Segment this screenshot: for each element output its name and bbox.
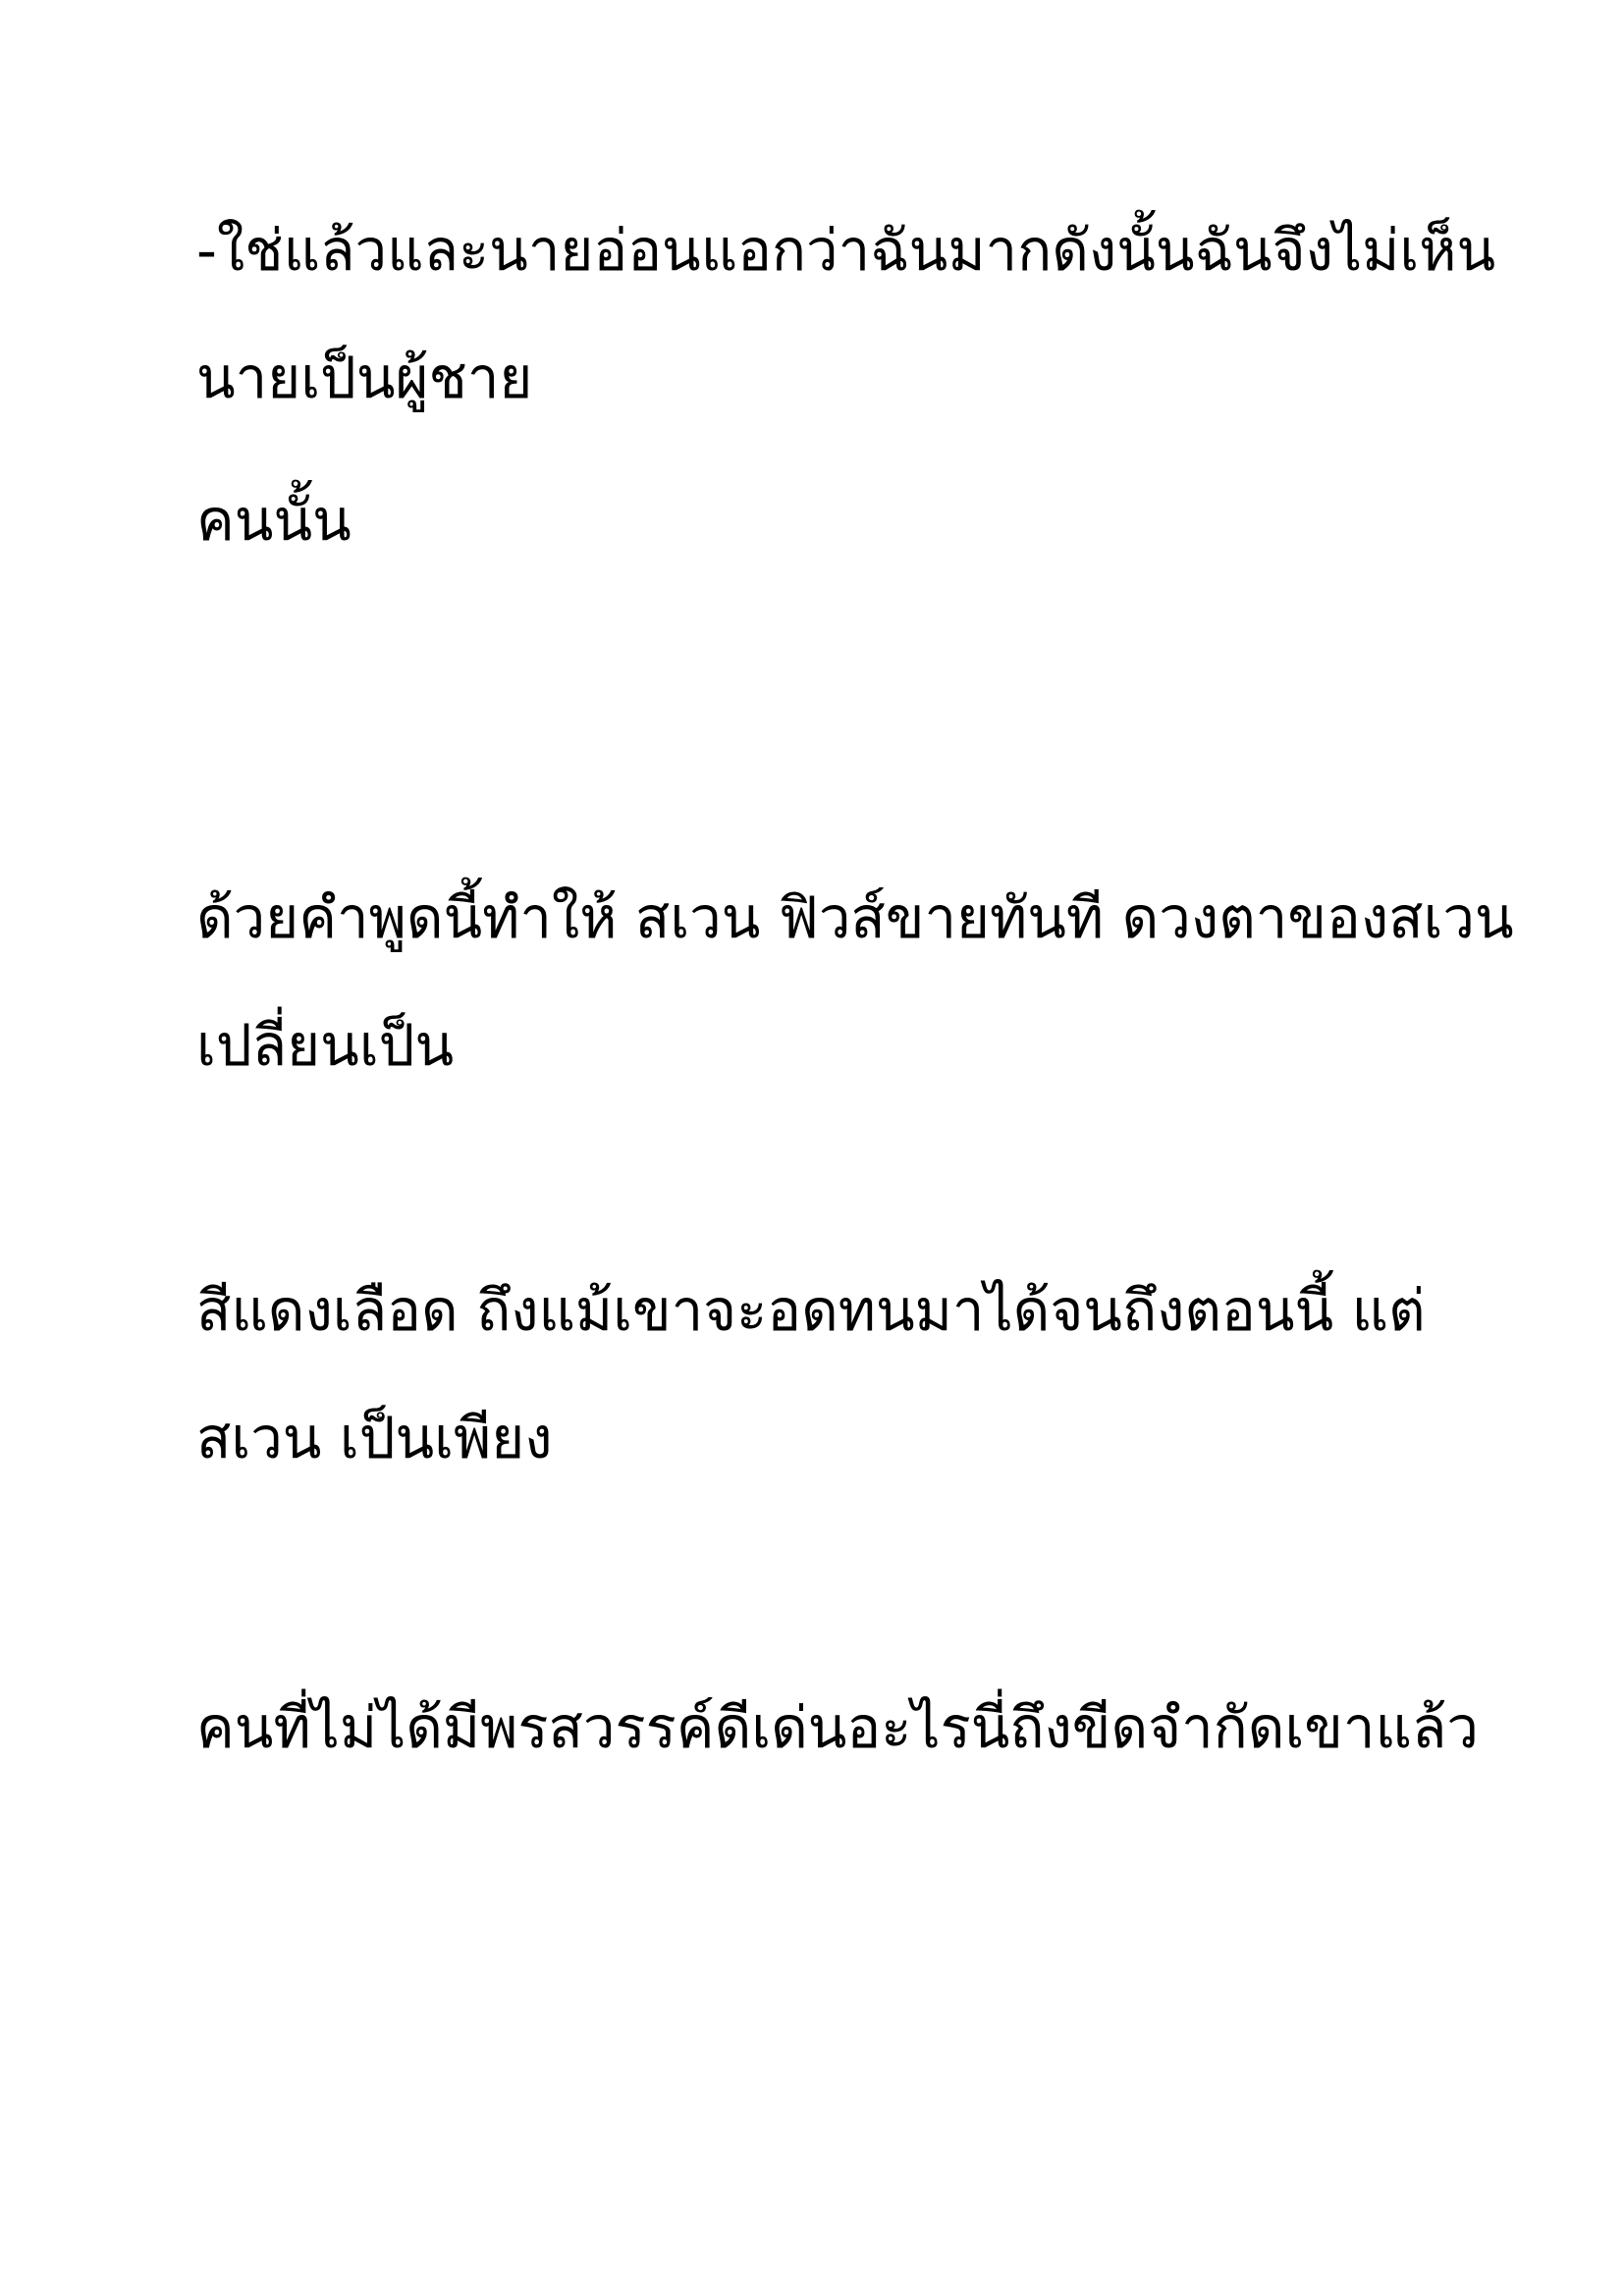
paragraph-1-line-2: นายเป็นผู้ชาย: [196, 345, 533, 411]
paragraph-3-line-1: สีแดงเลือด ถึงแม้เขาจะอดทนมาได้จนถึงตอนนี้ แต่: [196, 1277, 1426, 1344]
paragraph-4-line-1: คนที่ไม่ได้มีพรสวรรค์ดีเด่นอะไรนี่ถึงขีดจำกัดเขาแล้ว: [196, 1694, 1479, 1761]
paragraph-1-line-1: -ใช่แล้วและนายอ่อนแอกว่าฉันมากดังนั้นฉันจึงไม่เห็น: [196, 217, 1496, 284]
paragraph-2-line-2: เปลี่ยนเป็น: [196, 1012, 455, 1079]
paragraph-2-line-1: ด้วยคำพูดนี้ทำให้ สเวน ฟิวส์ขายทันที ดวงตาของสเวน: [196, 884, 1514, 951]
paragraph-1-line-3: คนนั้น: [196, 487, 352, 554]
paragraph-3-line-2: สเวน เป็นเพียง: [196, 1405, 553, 1471]
